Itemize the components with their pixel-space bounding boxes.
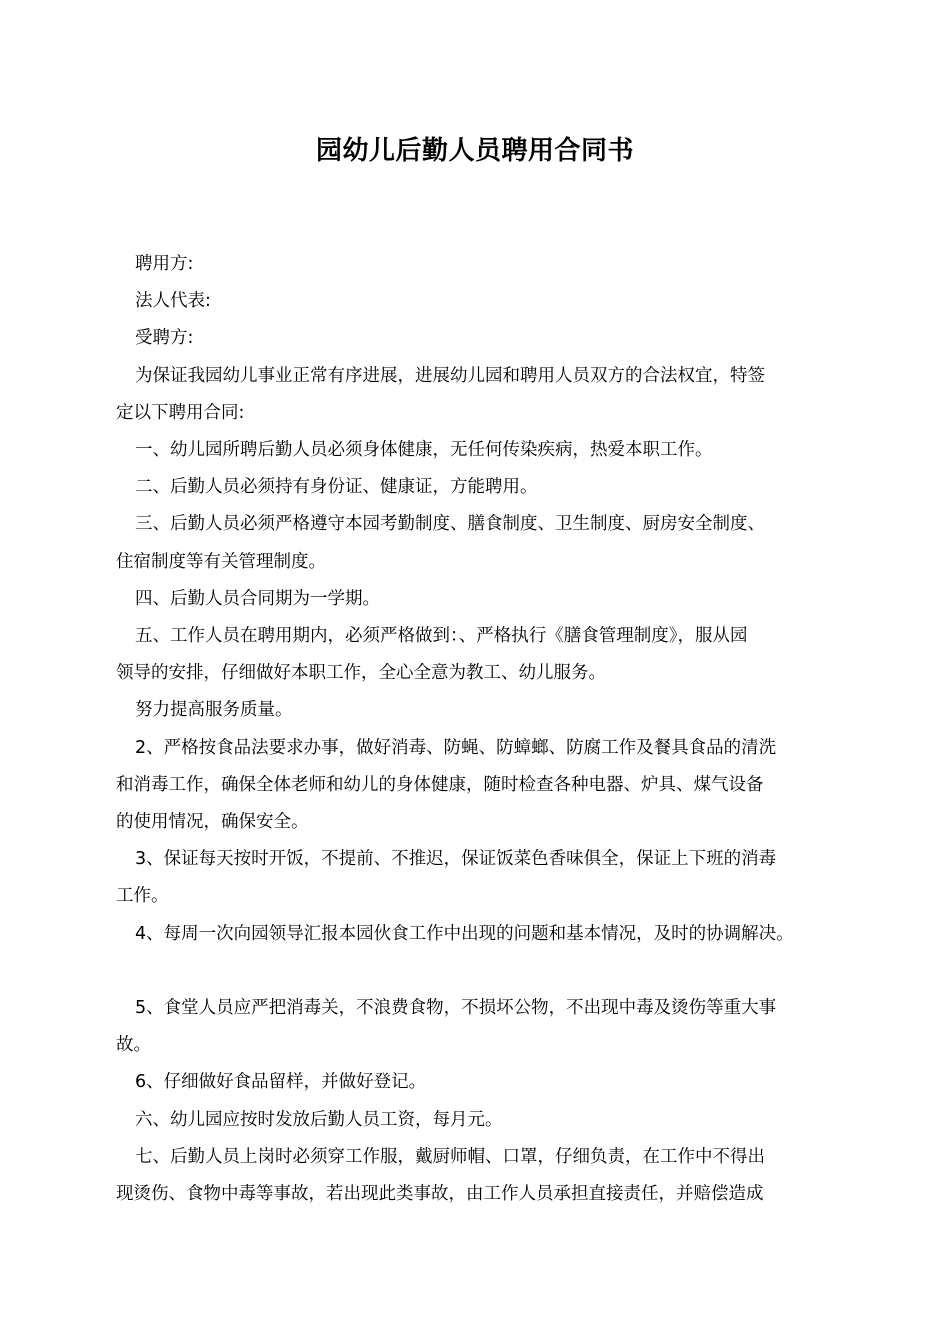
- clause-3-line-2: 住宿制度等有关管理制度。: [116, 551, 326, 572]
- employee-label: 受聘方:: [135, 328, 194, 349]
- document-title: 园幼儿后勤人员聘用合同书: [315, 136, 634, 166]
- clause-5-cont-text: 努力提高服务质量。: [135, 700, 293, 721]
- clause-3: [116, 506, 836, 580]
- item-2: [116, 730, 836, 842]
- item-2-line-2: 和消毒工作，确保全体老师和幼儿的身体健康，随时检查各种电器、炉具、煤气设备: [116, 774, 764, 795]
- clause-2-text: 二、后勤人员必须持有身份证、健康证，方能聘用。: [135, 477, 538, 498]
- legal-rep-field: [116, 283, 836, 320]
- item-3-line-1: 3、保证每天按时开饭，不提前、不推迟，保证饭菜色香味俱全，保证上下班的消毒: [135, 849, 777, 870]
- employer-field: [116, 246, 836, 283]
- clause-4: [116, 581, 836, 618]
- document-body: [116, 246, 836, 1213]
- clause-5-line-1: 五、工作人员在聘用期内，必须严格做到：、严格执行《膳食管理制度》，服从园: [135, 626, 748, 647]
- employee-field: [116, 320, 836, 357]
- intro-line-2: 定以下聘用合同:: [116, 402, 245, 423]
- item-6-text: 6、仔细做好食品留样，并做好登记。: [135, 1072, 427, 1093]
- clause-5-continuation: [116, 692, 836, 729]
- clause-5-line-2: 领导的安排，仔细做好本职工作，全心全意为教工、幼儿服务。: [116, 663, 606, 684]
- item-5-line-2: 故。: [116, 1035, 151, 1056]
- clause-4-text: 四、后勤人员合同期为一学期。: [135, 588, 380, 609]
- clause-6: [116, 1102, 836, 1139]
- item-4: [116, 916, 836, 953]
- clause-5: [116, 618, 836, 692]
- clause-7: [116, 1139, 836, 1213]
- item-5: [116, 990, 836, 1064]
- legal-rep-label: 法人代表:: [135, 291, 211, 312]
- clause-7-line-1: 七、后勤人员上岗时必须穿工作服，戴厨师帽、口罩，仔细负责，在工作中不得出: [135, 1146, 765, 1167]
- clause-2: [116, 469, 836, 506]
- employer-label: 聘用方:: [135, 254, 194, 274]
- clause-1: [116, 432, 836, 469]
- item-4-text: 4、每周一次向园领导汇报本园伙食工作中出现的问题和基本情况，及时的协调解决。: [135, 923, 794, 944]
- item-2-line-1: 2、严格按食品法要求办事，做好消毒、防蝇、防蟑螂、防腐工作及餐具食品的清洗: [135, 737, 777, 758]
- item-2-line-3: 的使用情况，确保安全。: [116, 812, 309, 833]
- item-3-line-2: 工作。: [116, 886, 169, 907]
- clause-7-line-2: 现烫伤、食物中毒等事故，若出现此类事故，由工作人员承担直接责任，并赔偿造成: [116, 1184, 764, 1205]
- paragraph-gap: [116, 953, 836, 990]
- clause-1-text: 一、幼儿园所聘后勤人员必须身体健康，无任何传染疾病，热爱本职工作。: [135, 440, 713, 461]
- item-3: [116, 841, 836, 915]
- item-5-line-1: 5、食堂人员应严把消毒关，不浪费食物，不损坏公物，不出现中毒及烫伤等重大事: [135, 998, 777, 1019]
- intro-line-1: 为保证我园幼儿事业正常有序进展，进展幼儿园和聘用人员双方的合法权宜，特签: [135, 365, 765, 386]
- intro-paragraph: [116, 358, 836, 432]
- clause-6-text: 六、幼儿园应按时发放后勤人员工资，每月元。: [135, 1109, 503, 1130]
- clause-3-line-1: 三、后勤人员必须严格遵守本园考勤制度、膳食制度、卫生制度、厨房安全制度、: [135, 514, 765, 535]
- item-6: [116, 1064, 836, 1101]
